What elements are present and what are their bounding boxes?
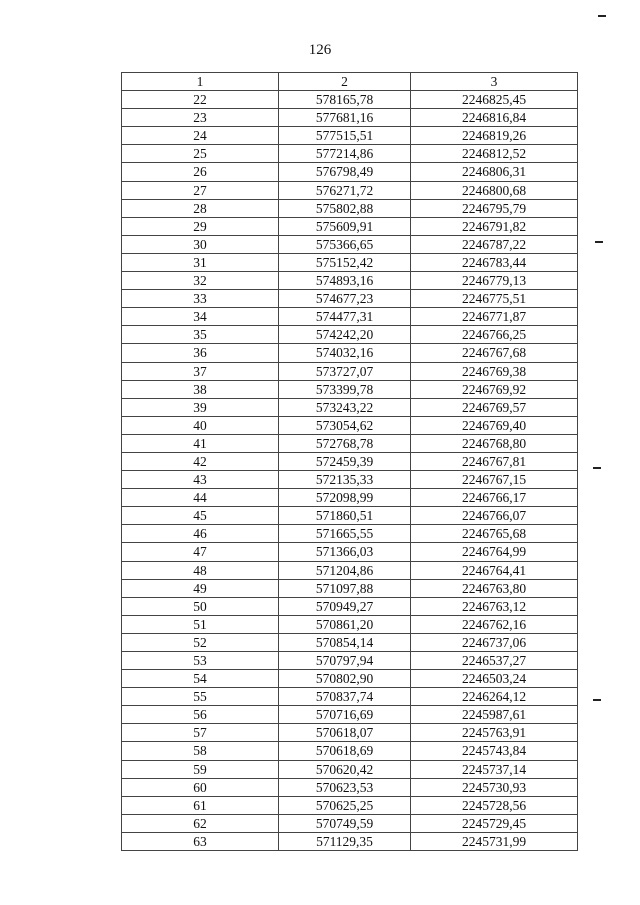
point-number-cell: 22: [122, 91, 279, 109]
table-row: [122, 145, 578, 163]
point-number-cell: 24: [122, 127, 279, 145]
table-row: [122, 127, 578, 145]
table-row: [122, 452, 578, 470]
table-row: [122, 670, 578, 688]
coordinate-y-cell: 2246812,52: [411, 145, 578, 163]
table-row: [122, 290, 578, 308]
point-number-cell: 41: [122, 434, 279, 452]
point-number-cell: 36: [122, 344, 279, 362]
page-number: 126: [308, 42, 332, 58]
point-number-cell: 42: [122, 452, 279, 470]
point-number-cell: 45: [122, 507, 279, 525]
point-number-cell: 27: [122, 181, 279, 199]
coordinate-x-cell: 574477,31: [279, 308, 411, 326]
table-row: [122, 652, 578, 670]
coordinate-x-cell: 577681,16: [279, 109, 411, 127]
coordinate-y-cell: 2245737,14: [411, 760, 578, 778]
table-row: [122, 706, 578, 724]
table-row: [122, 543, 578, 561]
table-row: [122, 814, 578, 832]
coordinate-x-cell: 572768,78: [279, 434, 411, 452]
point-number-cell: 48: [122, 561, 279, 579]
table-row: [122, 579, 578, 597]
point-number-cell: 55: [122, 688, 279, 706]
coordinate-x-cell: 575152,42: [279, 253, 411, 271]
table-row: [122, 615, 578, 633]
table-row: [122, 796, 578, 814]
point-number-cell: 62: [122, 814, 279, 832]
point-number-cell: 52: [122, 633, 279, 651]
coordinate-y-cell: 2246819,26: [411, 127, 578, 145]
table-row: [122, 489, 578, 507]
coordinate-y-cell: 2246779,13: [411, 272, 578, 290]
coordinates-table: [121, 72, 578, 851]
coordinate-y-cell: 2246503,24: [411, 670, 578, 688]
coordinate-y-cell: 2245730,93: [411, 778, 578, 796]
coordinate-y-cell: 2246775,51: [411, 290, 578, 308]
scan-mark: [595, 241, 603, 243]
table-row: [122, 199, 578, 217]
coordinate-y-cell: 2245728,56: [411, 796, 578, 814]
coordinate-y-cell: 2245731,99: [411, 832, 578, 850]
table-row: [122, 778, 578, 796]
coordinate-x-cell: 570949,27: [279, 597, 411, 615]
point-number-cell: 51: [122, 615, 279, 633]
point-number-cell: 54: [122, 670, 279, 688]
coordinate-x-cell: 577515,51: [279, 127, 411, 145]
table-row: [122, 471, 578, 489]
coordinate-x-cell: 574032,16: [279, 344, 411, 362]
coordinate-x-cell: 570618,69: [279, 742, 411, 760]
coordinate-y-cell: 2246771,87: [411, 308, 578, 326]
coordinate-x-cell: 570837,74: [279, 688, 411, 706]
point-number-cell: 49: [122, 579, 279, 597]
table-row: [122, 724, 578, 742]
coordinate-x-cell: 570716,69: [279, 706, 411, 724]
coordinate-x-cell: 575802,88: [279, 199, 411, 217]
point-number-cell: 56: [122, 706, 279, 724]
coordinate-x-cell: 570854,14: [279, 633, 411, 651]
table-row: [122, 416, 578, 434]
coordinate-y-cell: 2245729,45: [411, 814, 578, 832]
coordinate-y-cell: 2246767,68: [411, 344, 578, 362]
point-number-cell: 39: [122, 398, 279, 416]
coordinate-x-cell: 573243,22: [279, 398, 411, 416]
coordinate-x-cell: 572135,33: [279, 471, 411, 489]
coordinate-x-cell: 570797,94: [279, 652, 411, 670]
point-number-cell: 40: [122, 416, 279, 434]
table-row: [122, 760, 578, 778]
coordinate-y-cell: 2246769,92: [411, 380, 578, 398]
coordinate-y-cell: 2246537,27: [411, 652, 578, 670]
column-header-2: 2: [279, 73, 411, 91]
coordinate-y-cell: 2246791,82: [411, 217, 578, 235]
table-row: [122, 633, 578, 651]
coordinate-y-cell: 2246264,12: [411, 688, 578, 706]
coordinate-y-cell: 2246795,79: [411, 199, 578, 217]
point-number-cell: 44: [122, 489, 279, 507]
coordinate-x-cell: 577214,86: [279, 145, 411, 163]
coordinate-x-cell: 571097,88: [279, 579, 411, 597]
coordinate-y-cell: 2246787,22: [411, 235, 578, 253]
coordinate-y-cell: 2246768,80: [411, 434, 578, 452]
coordinate-x-cell: 571129,35: [279, 832, 411, 850]
table-row: [122, 398, 578, 416]
point-number-cell: 37: [122, 362, 279, 380]
point-number-cell: 28: [122, 199, 279, 217]
column-header-1: 1: [122, 73, 279, 91]
coordinate-y-cell: 2246769,57: [411, 398, 578, 416]
coordinate-x-cell: 574677,23: [279, 290, 411, 308]
coordinate-y-cell: 2246767,81: [411, 452, 578, 470]
coordinate-x-cell: 571204,86: [279, 561, 411, 579]
table-body: [122, 91, 578, 851]
table-row: [122, 362, 578, 380]
table-row: [122, 434, 578, 452]
coordinate-x-cell: 570802,90: [279, 670, 411, 688]
coordinate-y-cell: 2246800,68: [411, 181, 578, 199]
table-row: [122, 308, 578, 326]
table-row: [122, 181, 578, 199]
point-number-cell: 43: [122, 471, 279, 489]
point-number-cell: 25: [122, 145, 279, 163]
table-row: [122, 253, 578, 271]
coordinate-x-cell: 572098,99: [279, 489, 411, 507]
point-number-cell: 38: [122, 380, 279, 398]
coordinate-y-cell: 2246769,38: [411, 362, 578, 380]
coordinate-x-cell: 570749,59: [279, 814, 411, 832]
point-number-cell: 50: [122, 597, 279, 615]
coordinate-x-cell: 575609,91: [279, 217, 411, 235]
coordinate-x-cell: 573054,62: [279, 416, 411, 434]
table-header: [122, 73, 578, 91]
coordinate-x-cell: 576271,72: [279, 181, 411, 199]
coordinate-x-cell: 576798,49: [279, 163, 411, 181]
point-number-cell: 58: [122, 742, 279, 760]
table-row: [122, 235, 578, 253]
point-number-cell: 34: [122, 308, 279, 326]
table-row: [122, 163, 578, 181]
scan-mark: [593, 699, 601, 701]
point-number-cell: 26: [122, 163, 279, 181]
table-row: [122, 344, 578, 362]
coordinate-y-cell: 2246763,80: [411, 579, 578, 597]
table-row: [122, 561, 578, 579]
point-number-cell: 59: [122, 760, 279, 778]
coordinate-y-cell: 2246769,40: [411, 416, 578, 434]
point-number-cell: 29: [122, 217, 279, 235]
coordinate-x-cell: 571860,51: [279, 507, 411, 525]
coordinate-x-cell: 570861,20: [279, 615, 411, 633]
coordinate-x-cell: 574893,16: [279, 272, 411, 290]
table-row: [122, 688, 578, 706]
point-number-cell: 23: [122, 109, 279, 127]
point-number-cell: 60: [122, 778, 279, 796]
table-row: [122, 597, 578, 615]
coordinate-x-cell: 574242,20: [279, 326, 411, 344]
point-number-cell: 61: [122, 796, 279, 814]
coordinate-y-cell: 2246767,15: [411, 471, 578, 489]
coordinate-y-cell: 2246765,68: [411, 525, 578, 543]
coordinate-y-cell: 2246764,41: [411, 561, 578, 579]
coordinate-y-cell: 2245743,84: [411, 742, 578, 760]
point-number-cell: 33: [122, 290, 279, 308]
coordinate-x-cell: 575366,65: [279, 235, 411, 253]
coordinate-y-cell: 2246766,17: [411, 489, 578, 507]
table-row: [122, 109, 578, 127]
coordinate-x-cell: 571366,03: [279, 543, 411, 561]
scan-mark: [598, 15, 606, 17]
coordinate-y-cell: 2245763,91: [411, 724, 578, 742]
coordinate-x-cell: 578165,78: [279, 91, 411, 109]
table-row: [122, 91, 578, 109]
coordinate-x-cell: 570618,07: [279, 724, 411, 742]
coordinate-y-cell: 2246766,25: [411, 326, 578, 344]
coordinate-y-cell: 2246762,16: [411, 615, 578, 633]
coordinate-y-cell: 2245987,61: [411, 706, 578, 724]
header-row: [122, 73, 578, 91]
coordinate-x-cell: 570620,42: [279, 760, 411, 778]
coordinate-x-cell: 573727,07: [279, 362, 411, 380]
table-row: [122, 380, 578, 398]
table-row: [122, 742, 578, 760]
scan-mark: [593, 467, 601, 469]
point-number-cell: 30: [122, 235, 279, 253]
column-header-3: 3: [411, 73, 578, 91]
coordinate-y-cell: 2246763,12: [411, 597, 578, 615]
table-row: [122, 832, 578, 850]
point-number-cell: 31: [122, 253, 279, 271]
coordinate-x-cell: 570625,25: [279, 796, 411, 814]
coordinate-y-cell: 2246737,06: [411, 633, 578, 651]
table-row: [122, 507, 578, 525]
point-number-cell: 53: [122, 652, 279, 670]
coordinate-x-cell: 571665,55: [279, 525, 411, 543]
point-number-cell: 47: [122, 543, 279, 561]
coordinate-y-cell: 2246816,84: [411, 109, 578, 127]
coordinate-y-cell: 2246783,44: [411, 253, 578, 271]
coordinate-x-cell: 572459,39: [279, 452, 411, 470]
coordinate-y-cell: 2246766,07: [411, 507, 578, 525]
coordinate-y-cell: 2246825,45: [411, 91, 578, 109]
point-number-cell: 46: [122, 525, 279, 543]
table-row: [122, 272, 578, 290]
point-number-cell: 63: [122, 832, 279, 850]
table-row: [122, 326, 578, 344]
point-number-cell: 35: [122, 326, 279, 344]
table-row: [122, 217, 578, 235]
coordinate-y-cell: 2246764,99: [411, 543, 578, 561]
coordinate-x-cell: 570623,53: [279, 778, 411, 796]
point-number-cell: 57: [122, 724, 279, 742]
coordinate-x-cell: 573399,78: [279, 380, 411, 398]
point-number-cell: 32: [122, 272, 279, 290]
coordinate-y-cell: 2246806,31: [411, 163, 578, 181]
table-row: [122, 525, 578, 543]
